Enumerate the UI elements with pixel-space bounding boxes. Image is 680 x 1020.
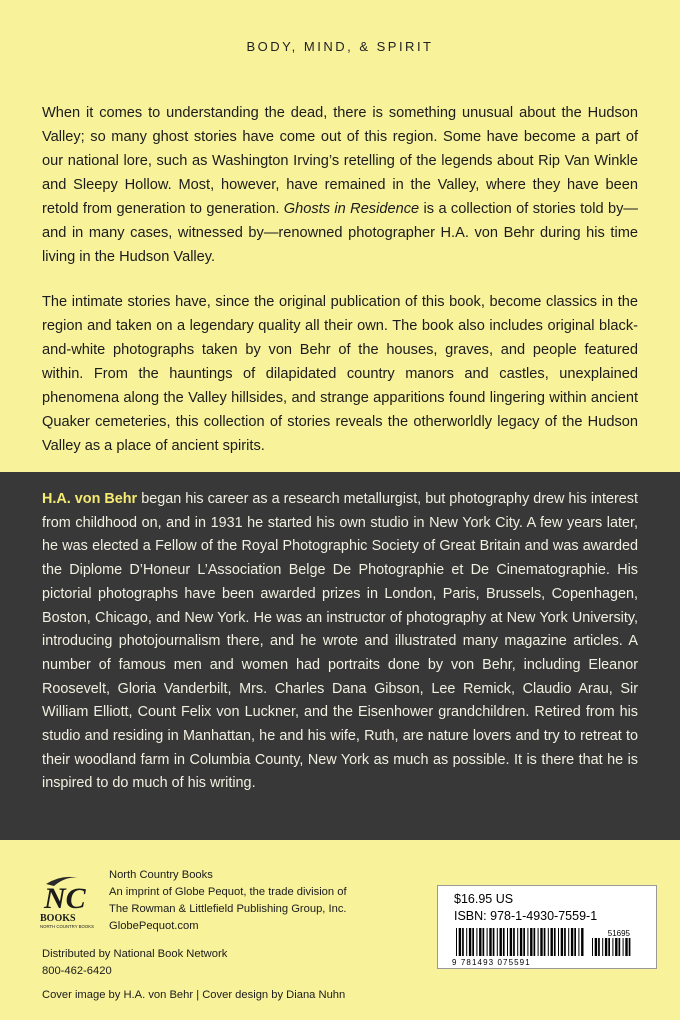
barcode-bar (527, 928, 528, 956)
author-bio (42, 488, 638, 796)
category-label: BODY, MIND, & SPIRIT (246, 39, 434, 54)
barcode-bar (510, 928, 512, 956)
barcode-bar (479, 928, 481, 956)
cover-credits: Cover image by H.A. von Behr | Cover design by Diana Nuhn (42, 989, 346, 1001)
barcode-bar (625, 938, 627, 956)
publisher-imprint: An imprint of Globe Pequot, the trade division of (109, 886, 347, 898)
barcode-bar (500, 928, 502, 956)
distributor-phone: 800-462-6420 (42, 965, 112, 977)
distributor-name: Distributed by National Book Network (42, 948, 228, 960)
barcode-bar (534, 928, 536, 956)
blurb-paragraph-2: The intimate stories have, since the original publication of this book, become classics in the region and taken on a legendary quality all their own. The book also includes original black-and-white photographs taken by von Behr of the houses, graves, and people featured within. From the hauntings of dilapidated country manors and castles, unexplained phenomena along the Valley hillsides, and strange apparitions found lingering within ancient Quaker cemeteries, this collection of stories reveals the otherworldly legacy of the Hudson Valley as a place of ancient spirits. (42, 294, 638, 454)
barcode-bar (487, 928, 488, 956)
barcode-bar (612, 938, 613, 956)
barcode-addon-digits: 51695 (607, 929, 630, 938)
barcode-bar (608, 938, 610, 956)
barcode-bar (551, 928, 553, 956)
barcode-bar (459, 928, 461, 956)
publisher-logo (38, 872, 100, 930)
barcode-bar (530, 928, 532, 956)
barcode-bar (497, 928, 498, 956)
book-title: Ghosts in Residence (283, 201, 420, 217)
barcode-bar (548, 928, 549, 956)
barcode-bar (574, 928, 576, 956)
logo-tagline: NORTH COUNTRY BOOKS (40, 924, 94, 929)
blurb-text-1b: is a collection of stories told by—and in many cases, witnessed by—renowned photographer H.A. von Behr during his time living in the Hudson Valley. (42, 201, 638, 265)
barcode-bar (602, 938, 603, 956)
barcode-bar (544, 928, 546, 956)
barcode-bar (466, 928, 467, 956)
barcode-bars-addon (592, 938, 630, 956)
barcode-bar (489, 928, 491, 956)
barcode-bar (595, 938, 597, 956)
barcode-bar (629, 938, 631, 956)
logo-word: BOOKS (40, 913, 76, 924)
barcode-bar (462, 928, 464, 956)
barcode-bar (564, 928, 566, 956)
publisher-website: GlobePequot.com (109, 920, 199, 932)
barcode-bar (619, 938, 621, 956)
barcode-bar (456, 928, 457, 956)
publisher-group: The Rowman & Littlefield Publishing Group, Inc. (109, 903, 347, 915)
price-label: $16.95 US (454, 892, 514, 906)
barcode-bar (469, 928, 471, 956)
barcode-bar (561, 928, 563, 956)
publisher-info (109, 867, 347, 935)
publisher-name: North Country Books (109, 869, 213, 881)
barcode-bar (538, 928, 539, 956)
barcode-bar (517, 928, 518, 956)
barcode-bar (578, 928, 579, 956)
barcode-bar (568, 928, 569, 956)
barcode-ean-digits: 9 781493 075591 (452, 958, 531, 966)
isbn-label: ISBN: 978-1-4930-7559-1 (454, 909, 598, 923)
barcode-bars-main (456, 928, 584, 956)
barcode-bar (615, 938, 617, 956)
barcode-bar (598, 938, 600, 956)
barcode-bar (503, 928, 505, 956)
barcode (452, 928, 642, 966)
author-bio-text: began his career as a research metallurgist, but photography drew his interest from childhood on, and in 1931 he started his own studio in New York City. A few years later, he was elected a Fellow of the Royal Photographic Society of Great Britain and was awarded the Diplome D’Honeur L’Association Belge De Photographie et De Cinematographie. His pictorial photographs have been awarded prizes in London, Paris, Brussels, Copenhagen, Boston, Chicago, and New York. He was an instructor of photography at New York University, introducing photojournalism there, and he wrote and illustrated many magazine articles. A number of famous men and women had portraits done by von Behr, including Eleanor Roosevelt, Gloria Vanderbilt, Mrs. Charles Dana Gibson, Lee Remick, Claudio Arau, Sir William Elliott, Count Felix von Luckner, and the Eisenhower grandchildren. Retired from his studio and residing in Manhattan, he and his wife, Ruth, are nature lovers and try to retreat to their woodland farm in Columbia County, New York as much as possible. It is there that he is inspired to do much of his writing. (42, 491, 639, 792)
logo-letters: NC (44, 882, 86, 915)
barcode-bar (483, 928, 485, 956)
blurb-text-1a: When it comes to understanding the dead, there is something unusual about the Hudson Valley; so many ghost stories have come out of this region. Some have become a part of our national lore, such as Washington Irving’s retelling of the legends about Rip Van Winkle and Sleepy Hollow. Most, however, have remained in the Valley, where they have been retold from generation to generation. (42, 105, 638, 217)
distributor-info (42, 946, 227, 980)
barcode-bar (523, 928, 525, 956)
barcode-bar (554, 928, 556, 956)
barcode-bar (520, 928, 522, 956)
barcode-bar (592, 938, 593, 956)
barcode-bar (558, 928, 559, 956)
barcode-bar (581, 928, 583, 956)
barcode-bar (507, 928, 508, 956)
barcode-bar (493, 928, 495, 956)
barcode-bar (472, 928, 474, 956)
author-name: H.A. von Behr (42, 491, 138, 507)
barcode-box (437, 885, 657, 969)
barcode-bar (623, 938, 624, 956)
barcode-bar (513, 928, 515, 956)
barcode-bar (540, 928, 542, 956)
blurb-paragraph-1 (42, 101, 638, 269)
barcode-bar (605, 938, 607, 956)
barcode-bar (476, 928, 477, 956)
barcode-bar (571, 928, 573, 956)
